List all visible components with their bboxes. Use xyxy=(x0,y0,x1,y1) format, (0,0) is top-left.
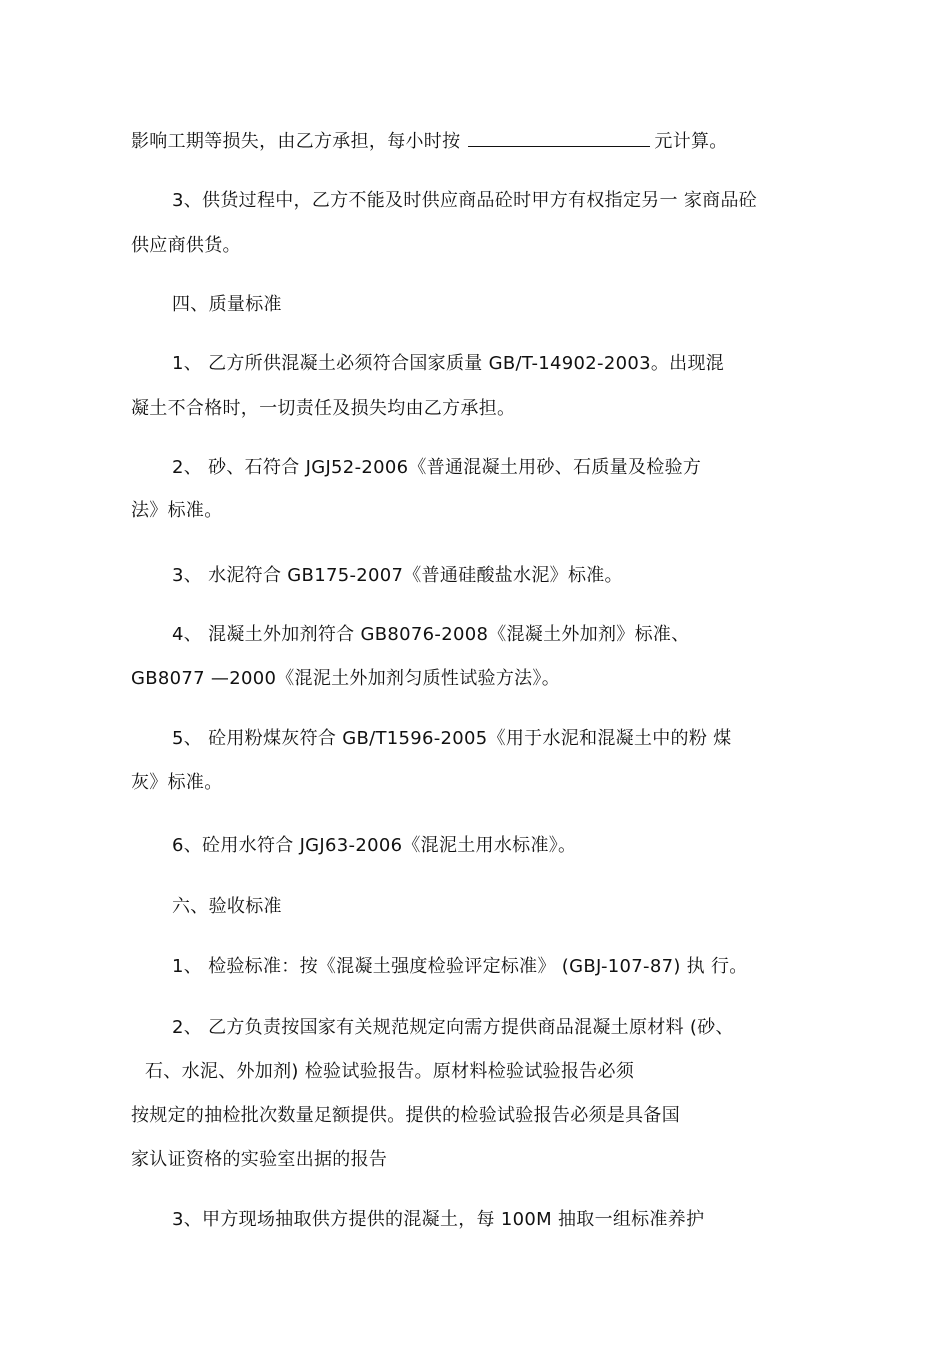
paragraph-line: 3、 水泥符合 GB175-2007《普通硅酸盐水泥》标准。 xyxy=(172,565,623,586)
paragraph-line xyxy=(131,130,728,154)
paragraph-line: 按规定的抽检批次数量足额提供。提供的检验试验报告必须是具备国 xyxy=(131,1105,680,1126)
line-text: 元计算。 xyxy=(654,131,728,152)
line-text: 影响工期等损失，由乙方承担，每小时按 xyxy=(131,131,461,152)
paragraph-line: 灰》标准。 xyxy=(131,772,223,793)
paragraph-line: 1、 乙方所供混凝土必须符合国家质量 GB/T-14902-2003。出现混 xyxy=(172,353,725,374)
paragraph-line: 6、砼用水符合 JGJ63-2006《混泥土用水标准》。 xyxy=(172,835,577,856)
paragraph-line: 2、 乙方负责按国家有关规范规定向需方提供商品混凝土原材料 (砂、 xyxy=(172,1017,734,1038)
paragraph-line: 3、甲方现场抽取供方提供的混凝土，每 100M 抽取一组标准养护 xyxy=(172,1209,705,1230)
paragraph-line: 供应商供货。 xyxy=(131,235,241,256)
paragraph-line: 3、供货过程中，乙方不能及时供应商品砼时甲方有权指定另一 家商品砼 xyxy=(172,190,758,211)
paragraph-line: 5、 砼用粉煤灰符合 GB/T1596-2005《用于水泥和混凝土中的粉 煤 xyxy=(172,728,732,749)
paragraph-line: 法》标准。 xyxy=(131,500,223,521)
paragraph-line: 2、 砂、石符合 JGJ52-2006《普通混凝土用砂、石质量及检验方 xyxy=(172,457,702,478)
paragraph-line: 1、 检验标准：按《混凝土强度检验评定标准》 (GBJ-107-87) 执 行。 xyxy=(172,956,748,977)
paragraph-line: 4、 混凝土外加剂符合 GB8076-2008《混凝土外加剂》标准、 xyxy=(172,624,690,645)
paragraph-line: 家认证资格的实验室出据的报告 xyxy=(131,1149,388,1170)
paragraph-line: 凝土不合格时，一切责任及损失均由乙方承担。 xyxy=(131,398,516,419)
section-heading: 四、质量标准 xyxy=(172,294,282,315)
fill-in-blank xyxy=(468,130,650,147)
paragraph-line: GB8077 —2000《混泥土外加剂匀质性试验方法》。 xyxy=(131,668,561,689)
paragraph-line: 石、水泥、外加剂) 检验试验报告。原材料检验试验报告必须 xyxy=(145,1061,635,1082)
section-heading: 六、验收标准 xyxy=(172,896,282,917)
